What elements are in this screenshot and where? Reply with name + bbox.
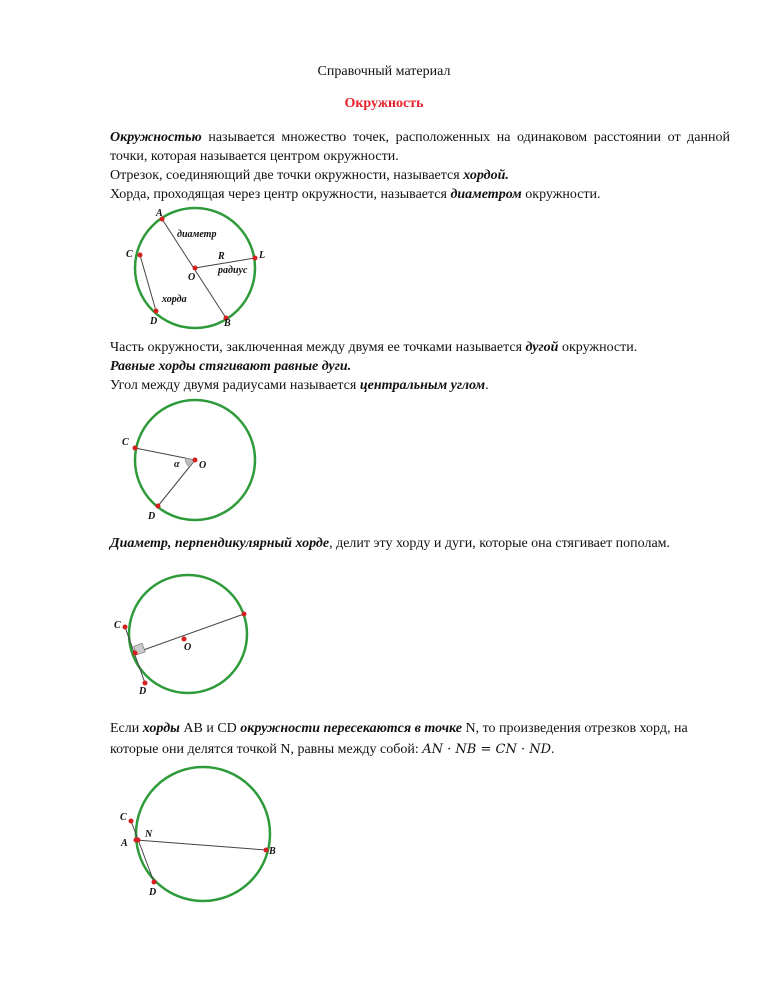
point-d — [143, 681, 148, 686]
term-intersect: окружности пересекаются в точке — [240, 721, 462, 736]
label-d: D — [139, 686, 147, 697]
term-central-angle: центральным углом — [359, 378, 486, 393]
arc-angle-paragraph — [110, 338, 730, 395]
label-radius: радиус — [218, 265, 248, 276]
term-perpendicular-diameter: Диаметр, перпендикулярный хорде — [110, 536, 330, 551]
definitions-paragraph — [110, 128, 730, 204]
label-a: A — [121, 838, 128, 849]
point-midpoint — [133, 651, 138, 656]
point-c — [138, 253, 143, 258]
label-d: D — [150, 316, 158, 327]
intersecting-chords-paragraph — [110, 718, 730, 760]
label-c: C — [126, 249, 133, 260]
circle-definition — [110, 128, 730, 166]
chord-ab-line — [136, 840, 266, 850]
point-c — [133, 446, 138, 451]
label-b: B — [224, 318, 231, 329]
figure-central-angle — [118, 400, 278, 525]
label-d: D — [148, 511, 156, 522]
point-o — [193, 266, 198, 271]
central-angle-end: . — [485, 378, 489, 393]
point-c — [123, 625, 128, 630]
label-r: R — [218, 251, 225, 262]
page-title: Справочный материал — [317, 64, 451, 79]
section-title-circle: Окружность — [344, 96, 424, 111]
rule-text-1: Если — [110, 721, 143, 736]
point-o — [193, 458, 198, 463]
perpendicular-diameter-rule — [110, 534, 730, 553]
perpendicular-diameter-text: , делит эту хорду и дуги, которые она стягивает пополам. — [329, 536, 671, 551]
chord-line — [140, 255, 156, 311]
rule-text-3: AB и CD — [179, 721, 241, 736]
term-arc: дугой — [525, 340, 559, 355]
term-diameter: диаметром — [450, 187, 522, 202]
point-c — [129, 819, 134, 824]
label-o: O — [199, 460, 207, 471]
figure-perpendicular-diameter — [112, 584, 272, 696]
chord-definition-text: Отрезок, соединяющий две точки окружности, называется — [110, 168, 464, 183]
point-l — [253, 256, 258, 261]
rule-text-6: . — [551, 742, 555, 757]
label-alpha: α — [174, 459, 180, 470]
diameter-definition — [110, 185, 730, 204]
term-chord: хордой. — [463, 168, 509, 183]
label-n: N — [145, 829, 153, 840]
arc-definition — [110, 338, 730, 357]
term-chords: хорды — [142, 721, 180, 736]
figure-diameter-radius-chord — [120, 208, 290, 332]
arc-definition-end: окружности. — [558, 340, 638, 355]
perpendicular-diameter-paragraph — [110, 534, 730, 553]
equal-chords-text: Равные хорды стягивают равные дуги. — [110, 359, 352, 374]
central-angle-text: Угол между двумя радиусами называется — [110, 378, 360, 393]
point-d — [152, 880, 157, 885]
circle-definition-text: называется множество точек, расположенных на одинаковом расстоянии от данной точки, которая называется центром окружности. — [110, 130, 730, 164]
label-c: C — [120, 812, 127, 823]
product-formula: AN · NB = CN · ND — [422, 742, 552, 757]
point-d — [154, 309, 159, 314]
label-c: C — [122, 437, 129, 448]
label-l: L — [259, 250, 266, 261]
label-chord: хорда — [162, 294, 187, 305]
diameter-definition-end: окружности. — [521, 187, 601, 202]
chord-definition — [110, 166, 730, 185]
label-diameter: диаметр — [177, 229, 217, 240]
rule-text-5: N, то произведения отрезков хорд, на которые они делятся точкой N, равны между собой: — [110, 721, 688, 757]
equal-chords-rule — [110, 357, 730, 376]
label-c: C — [114, 620, 121, 631]
diameter-definition-text: Хорда, проходящая через центр окружности, называется — [110, 187, 451, 202]
label-d: D — [149, 887, 157, 898]
label-o: O — [184, 642, 192, 653]
point-diameter-end — [242, 612, 247, 617]
label-o: O — [188, 272, 196, 283]
intersecting-chords-rule — [110, 718, 730, 760]
label-a: A — [156, 208, 163, 219]
central-angle-definition — [110, 376, 730, 395]
term-circle: Окружностью — [110, 130, 202, 145]
point-o — [182, 637, 187, 642]
figure-intersecting-chords — [112, 776, 287, 901]
arc-definition-text: Часть окружности, заключенная между двумя ее точками называется — [110, 340, 526, 355]
label-b: B — [269, 846, 276, 857]
point-d — [156, 504, 161, 509]
point-n — [136, 838, 141, 843]
point-b — [264, 848, 269, 853]
